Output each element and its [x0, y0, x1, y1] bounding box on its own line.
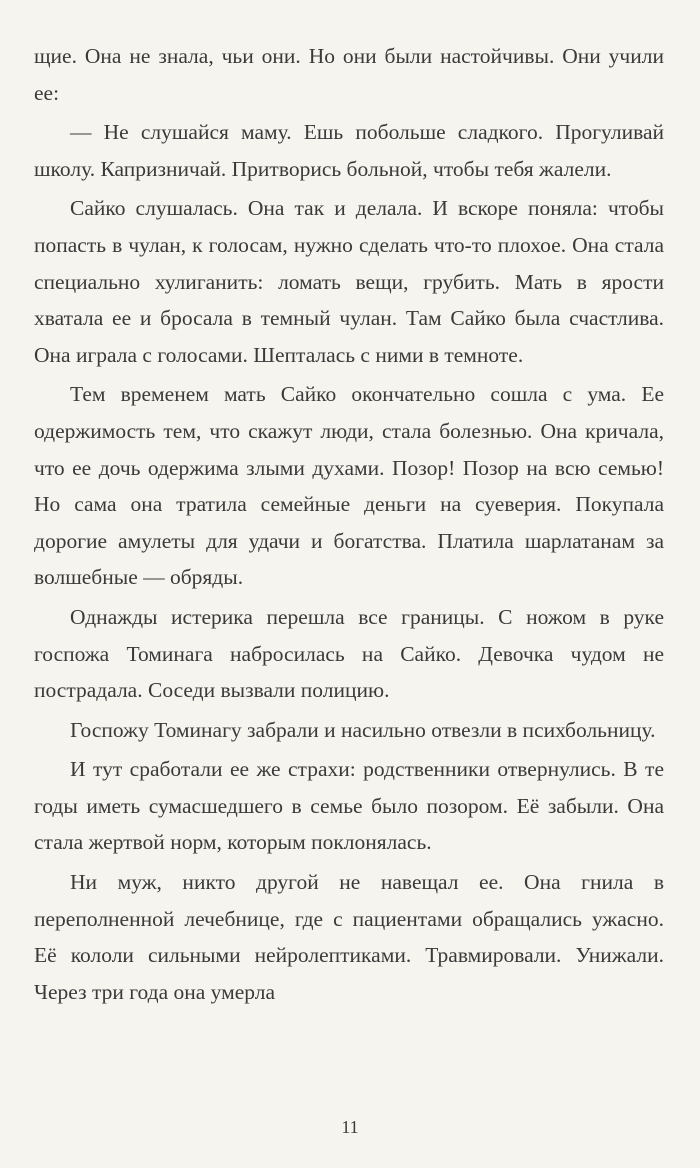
paragraph-1: щие. Она не знала, чьи они. Но они были настойчивы. Они учили ее: [34, 44, 664, 105]
book-page-text [34, 38, 664, 1013]
page-number: 11 [341, 1117, 359, 1137]
paragraph-3: Сайко слушалась. Она так и делала. И вскоре поняла: чтобы попасть в чулан, к голосам, нужно сделать что-то плохое. Она стала специально хулиганить: ломать вещи, грубить. Мать в ярости хватала ее и бросала в темный чулан. Там Сайко была счастлива. Она играла с голосами. Шепталась с ними в темноте. [34, 196, 664, 367]
paragraph-5: Однажды истерика перешла все границы. С ножом в руке госпожа Томинага набросилась на Сайко. Девочка чудом не пострадала. Соседи вызвали полицию. [34, 604, 664, 703]
paragraph-6: Госпожу Томинагу забрали и насильно отвезли в психбольницу. [70, 717, 656, 742]
paragraph-8: Ни муж, никто другой не навещал ее. Она гнила в переполненной лечебнице, где с пациентами обращались ужасно. Её кололи сильными нейролептиками. Травмировали. Унижали. Через три года она умерла [34, 870, 664, 1004]
paragraph-7: И тут сработали ее же страхи: родственники отвернулись. В те годы иметь сумасшедшего в семье было позором. Её забыли. Она стала жертвой норм, которым поклонялась. [34, 757, 664, 855]
paragraph-2: — Не слушайся маму. Ешь побольше сладкого. Прогуливай школу. Капризничай. Притворись больной, чтобы тебя жалели. [34, 120, 664, 181]
paragraph-4: Тем временем мать Сайко окончательно сошла с ума. Ее одержимость тем, что скажут люди, стала болезнью. Она кричала, что ее дочь одержима злыми духами. Позор! Позор на всю семью! Но сама она тратила семейные деньги на суеверия. Покупала дорогие амулеты для удачи и богатства. Платила шарлатанам за волшебные — обряды. [34, 382, 664, 590]
